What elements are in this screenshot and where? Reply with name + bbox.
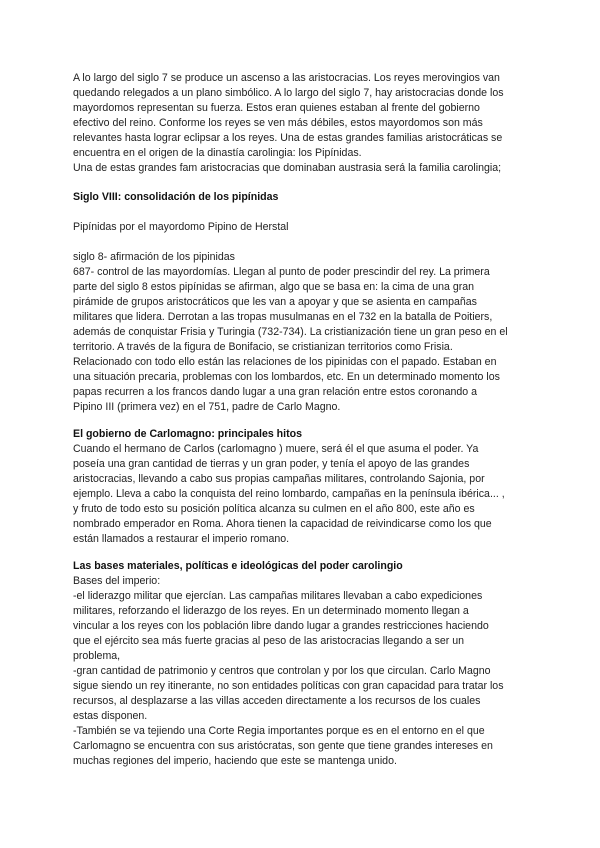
text-line: Relacionado con todo ello están las relaciones de los pipinidas con el papado. Estaban en — [73, 356, 497, 368]
text-line: sigue siendo un rey itinerante, no son entidades políticas con gran capacidad para tratar los — [73, 680, 504, 692]
intro-paragraph — [73, 71, 533, 176]
section-heading-carlomagno: El gobierno de Carlomagno: principales hitos — [73, 428, 302, 440]
text-line: encuentra en el origen de la dinastía carolingia: los Pipínidas. — [73, 147, 362, 159]
text-line: militares que lidera. Derrotan a las tropas musulmanas en el 732 en la batalla de Poitiers, — [73, 311, 493, 323]
text-line: Una de estas grandes fam aristocracias que dominaban austrasia será la familia carolingia; — [73, 162, 502, 174]
text-line: poseía una gran cantidad de tierras y un gran poder, y tenía el apoyo de las grandes — [73, 458, 470, 470]
document-body — [73, 71, 533, 769]
text-line: una situación precaria, problemas con los lombardos, etc. En un determinado momento los — [73, 371, 500, 383]
text-line: relevantes hasta lograr eclipsar a los reyes. Una de estas grandes familias aristocráticas se — [73, 132, 503, 144]
text-line: recursos, al desplazarse a las villas acceden directamente a los recursos de los cuales — [73, 695, 481, 707]
section-heading-bases: Las bases materiales, políticas e ideológicas del poder carolingio — [73, 560, 403, 572]
text-line: Cuando el hermano de Carlos (carlomagno ) muere, será él el que asuma el poder. Ya — [73, 443, 479, 455]
text-line: efectivo del reino. Conforme los reyes se ven más débiles, estos mayordomos son más — [73, 117, 483, 129]
text-line: Carlomagno se encuentra con sus aristócratas, son gente que tiene grandes intereses en — [73, 740, 493, 752]
carlomagno-paragraph — [73, 442, 533, 547]
text-line: pirámide de grupos aristocráticos que les van a apoyar y que se asienta en campañas — [73, 296, 477, 308]
text-line: estas disponen. — [73, 710, 148, 722]
text-line: y fruto de todo esto su posición política alcanza su culmen en el año 800, este año es — [73, 503, 475, 515]
section-label: siglo 8- afirmación de los pipinidas — [73, 251, 235, 263]
text-line: papas recurren a los francos dando lugar a una gran relación entre estos coronando a — [73, 386, 478, 398]
section-subtitle: Pipínidas por el mayordomo Pipino de Herstal — [73, 221, 289, 233]
bases-paragraph — [73, 574, 533, 769]
text-line: territorio. A través de la figura de Bonifacio, se cristianizan territorios como Frisia. — [73, 341, 453, 353]
text-line: que el ejército sea más fuerte gracias al peso de las aristocracias llegando a ser un — [73, 635, 465, 647]
text-line: nombrado emperador en Roma. Ahora tienen la capacidad de reivindicarse como los que — [73, 518, 492, 530]
text-line: quedando relegados a un plano simbólico. A lo largo del siglo 7, hay aristocracias donde los — [73, 87, 504, 99]
text-line: -También se va tejiendo una Corte Regia importantes porque es en el entorno en el que — [73, 725, 485, 737]
text-line: A lo largo del siglo 7 se produce un ascenso a las aristocracias. Los reyes merovingios van — [73, 72, 500, 84]
text-line: además de conquistar Frisia y Turingia (732-734). La cristianización tiene un gran peso en el — [73, 326, 508, 338]
text-line: 687- control de las mayordomías. Llegan al punto de poder prescindir del rey. La primera — [73, 266, 490, 278]
pipinidas-paragraph — [73, 265, 533, 415]
text-line: -el liderazgo militar que ejercían. Las campañas militares llevaban a cabo expediciones — [73, 590, 483, 602]
text-line: Pipino III (primera vez) en el 751, padre de Carlo Magno. — [73, 401, 341, 413]
section-heading-pipinidas: Siglo VIII: consolidación de los pipínidas — [73, 191, 279, 203]
text-line: Bases del imperio: — [73, 575, 161, 587]
text-line: militares, reforzando el liderazgo de los reyes. En un determinado momento llegan a — [73, 605, 469, 617]
text-line: -gran cantidad de patrimonio y centros que controlan y por los que circulan. Carlo Magno — [73, 665, 491, 677]
text-line: aristocracias, llevando a cabo sus propias campañas militares, controlando Sajonia, por — [73, 473, 485, 485]
text-line: parte del siglo 8 estos pipínidas se afirman, algo que se basa en: la cima de una gran — [73, 281, 475, 293]
text-line: ejemplo. Lleva a cabo la conquista del reino lombardo, campañas en la península ibérica... , — [73, 488, 505, 500]
text-line: problema, — [73, 650, 121, 662]
text-line: mayordomos representan su fuerza. Estos eran quienes estaban al frente del gobierno — [73, 102, 480, 114]
text-line: muchas regiones del imperio, haciendo que este se mantenga unido. — [73, 755, 397, 767]
text-line: vincular a los reyes con los población libre dando lugar a grandes restricciones haciendo — [73, 620, 489, 632]
text-line: están llamados a restaurar el imperio romano. — [73, 533, 290, 545]
